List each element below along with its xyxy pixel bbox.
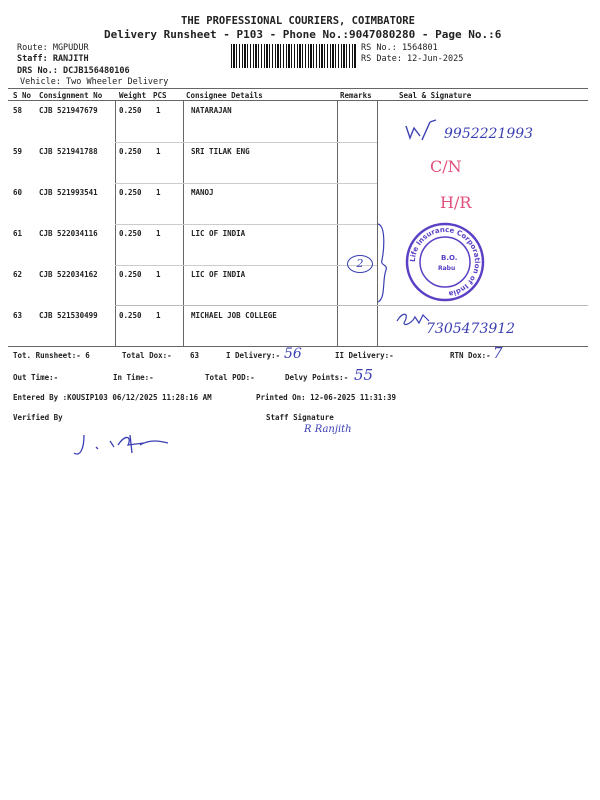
in-time-label: In Time:- xyxy=(113,373,154,382)
col-weight: Weight xyxy=(119,91,147,100)
rtn-dox-label: RTN Dox:- xyxy=(450,351,491,360)
delvy-points-label: Delvy Points:- xyxy=(285,373,349,382)
handwritten-hr: H/R xyxy=(440,193,472,212)
rs-number: RS No.: 1564801 xyxy=(361,43,438,53)
tot-runsheet: Tot. Runsheet:- 6 xyxy=(13,351,90,360)
col-consignee: Consignee Details xyxy=(186,91,263,100)
route-label: Route: MGPUDUR xyxy=(17,43,89,53)
drs-label: DRS No.: DCJB156480106 xyxy=(17,66,130,76)
handwritten-cn: C/N xyxy=(430,157,462,176)
i-delivery-label: I Delivery:- xyxy=(226,351,281,360)
col-remarks: Remarks xyxy=(340,91,372,100)
svg-text:Rabu: Rabu xyxy=(438,265,456,272)
verified-by-label: Verified By xyxy=(13,413,63,422)
i-delivery-value: 56 xyxy=(284,346,302,362)
runsheet-subtitle: Delivery Runsheet - P103 - Phone No.:9047080280 - Page No.:6 xyxy=(104,28,502,41)
rtn-dox-value: 7 xyxy=(493,344,503,362)
total-pod-label: Total POD:- xyxy=(205,373,255,382)
col-pcs: PCS xyxy=(153,91,167,100)
company-title: THE PROFESSIONAL COURIERS, COIMBATORE xyxy=(181,15,415,27)
handwritten-phone-1: 9952221993 xyxy=(444,126,534,142)
col-sno: S No xyxy=(13,91,32,100)
vehicle-label: Vehicle: Two Wheeler Delivery xyxy=(20,77,169,87)
col-seal-signature: Seal & Signature xyxy=(399,91,472,100)
ii-delivery-label: II Delivery:- xyxy=(335,351,394,360)
svg-text:B.O.: B.O. xyxy=(441,254,458,262)
lic-seal-stamp xyxy=(403,222,487,302)
barcode xyxy=(231,44,357,68)
brace-mark xyxy=(370,220,392,306)
verifier-signature xyxy=(70,427,180,463)
svg-text:Life Insurance Corporation of: Life Insurance Corporation of India xyxy=(408,225,482,298)
entered-by: Entered By :KOUSIP103 06/12/2025 11:28:16 AM xyxy=(13,393,212,402)
staff-signature-label: Staff Signature xyxy=(266,413,334,422)
total-dox-label: Total Dox:- xyxy=(122,351,172,360)
printed-on: Printed On: 12-06-2025 11:31:39 xyxy=(256,393,396,402)
staff-label: Staff: RANJITH xyxy=(17,54,89,64)
total-dox-value: 63 xyxy=(190,351,200,360)
delvy-points-value: 55 xyxy=(354,366,374,384)
circled-count: 2 xyxy=(347,255,373,273)
handwritten-phone-2: 7305473912 xyxy=(426,321,516,337)
out-time-label: Out Time:- xyxy=(13,373,59,382)
staff-signature: R Ranjith xyxy=(304,424,352,435)
col-consignment: Consignment No xyxy=(39,91,103,100)
rs-date: RS Date: 12-Jun-2025 xyxy=(361,54,464,64)
